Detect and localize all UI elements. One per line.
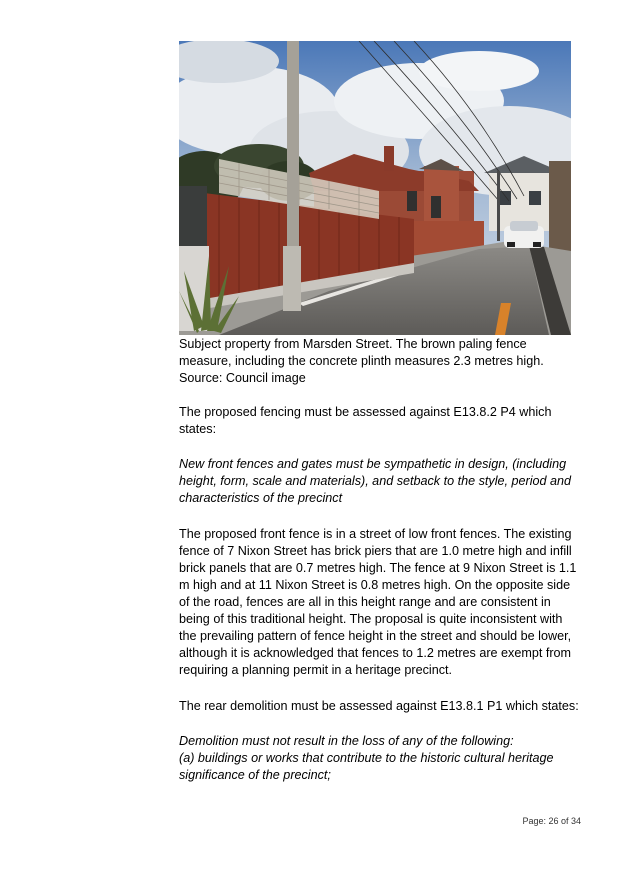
quote-e13-8-2-p4: New front fences and gates must be sympathetic in design, (including height, form, scale and materials), and setback to the style, period and characteristics of the precinct <box>179 457 572 505</box>
quote-intro: Demolition must not result in the loss of any of the following: <box>179 734 514 748</box>
quote-e13-8-1-p1 <box>179 733 579 784</box>
paragraph-rear-demolition: The rear demolition must be assessed against E13.8.1 P1 which states: <box>179 699 579 713</box>
paragraph-fencing-assessment: The proposed fencing must be assessed against E13.8.2 P4 which states: <box>179 405 552 436</box>
street-photo <box>179 41 571 335</box>
page-number: Page: 26 of 34 <box>522 816 581 826</box>
paragraph-front-fence-analysis: The proposed front fence is in a street of low front fences. The existing fence of 7 Nixon Street has brick piers that are 1.0 metre high and infill brick panels that are 0.7 metres high. The fence at 9 Nixon Street is 1.1 m high and at 11 Nixon Street is 0.8 metres high. On the opposite side of the road, fences are all in this height range and are consistent in being of this traditional height. The proposal is quite inconsistent with the prevailing pattern of fence height in the street and should be lower, although it is acknowledged that fences to 1.2 metres are exempt from requiring a planning permit in a heritage precinct. <box>179 527 577 677</box>
quote-item-a: (a) buildings or works that contribute to the historic cultural heritage significance of the precinct; <box>179 751 554 782</box>
photo-caption: Subject property from Marsden Street. The brown paling fence measure, including the concrete plinth measures 2.3 metres high. Source: Council image <box>179 337 544 385</box>
